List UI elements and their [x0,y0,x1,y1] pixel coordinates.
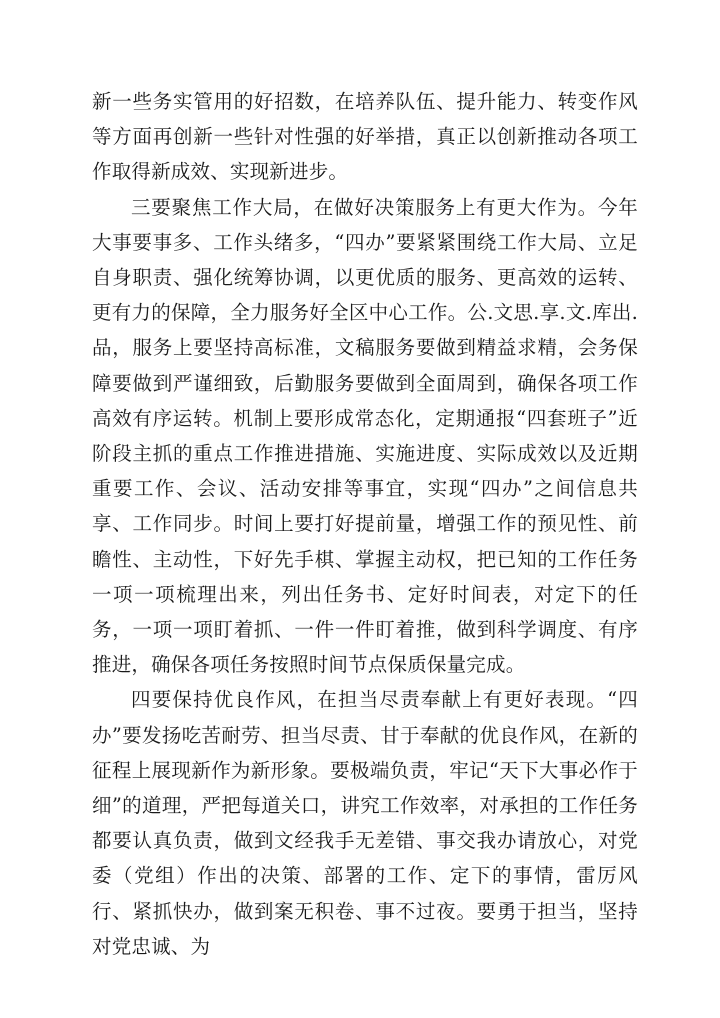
body-text [92,84,638,964]
paragraph-point-four: 四要保持优良作风，在担当尽责奉献上有更好表现。“四办”要发扬吃苦耐劳、担当尽责、甘于奉献的优良作风，在新的征程上展现新作为新形象。要极端负责，牢记“天下大事必作于细”的道理，严把每道关口，讲究工作效率，对承担的工作任务都要认真负责，做到文经我手无差错、事交我办请放心，对党委（党组）作出的决策、部署的工作、定下的事情，雷厉风行、紧抓快办，做到案无积卷、事不过夜。要勇于担当，坚持对党忠诚、为 [92,688,638,958]
paragraph-point-three: 三要聚焦工作大局，在做好决策服务上有更大作为。今年大事要事多、工作头绪多，“四办”要紧紧围绕工作大局、立足自身职责、强化统筹协调，以更优质的服务、更高效的运转、更有力的保障，全力服务好全区中心工作。公.文思.享.文.库出.品，服务上要坚持高标准，文稿服务要做到精益求精，会务保障要做到严谨细致，后勤服务要做到全面周到，确保各项工作高效有序运转。机制上要形成常态化，定期通报“四套班子”近阶段主抓的重点工作推进措施、实施进度、实际成效以及近期重要工作、会议、活动安排等事宜，实现“四办”之间信息共享、工作同步。时间上要打好提前量，增强工作的预见性、前瞻性、主动性，下好先手棋、掌握主动权，把已知的工作任务一项一项梳理出来，列出任务书、定好时间表，对定下的任务，一项一项盯着抓、一件一件盯着推，做到科学调度、有序推进，确保各项任务按照时间节点保质保量完成。 [92,195,638,677]
paragraph-continuation: 新一些务实管用的好招数，在培养队伍、提升能力、转变作风等方面再创新一些针对性强的好举措，真正以创新推动各项工作取得新成效、实现新进步。 [92,90,638,184]
